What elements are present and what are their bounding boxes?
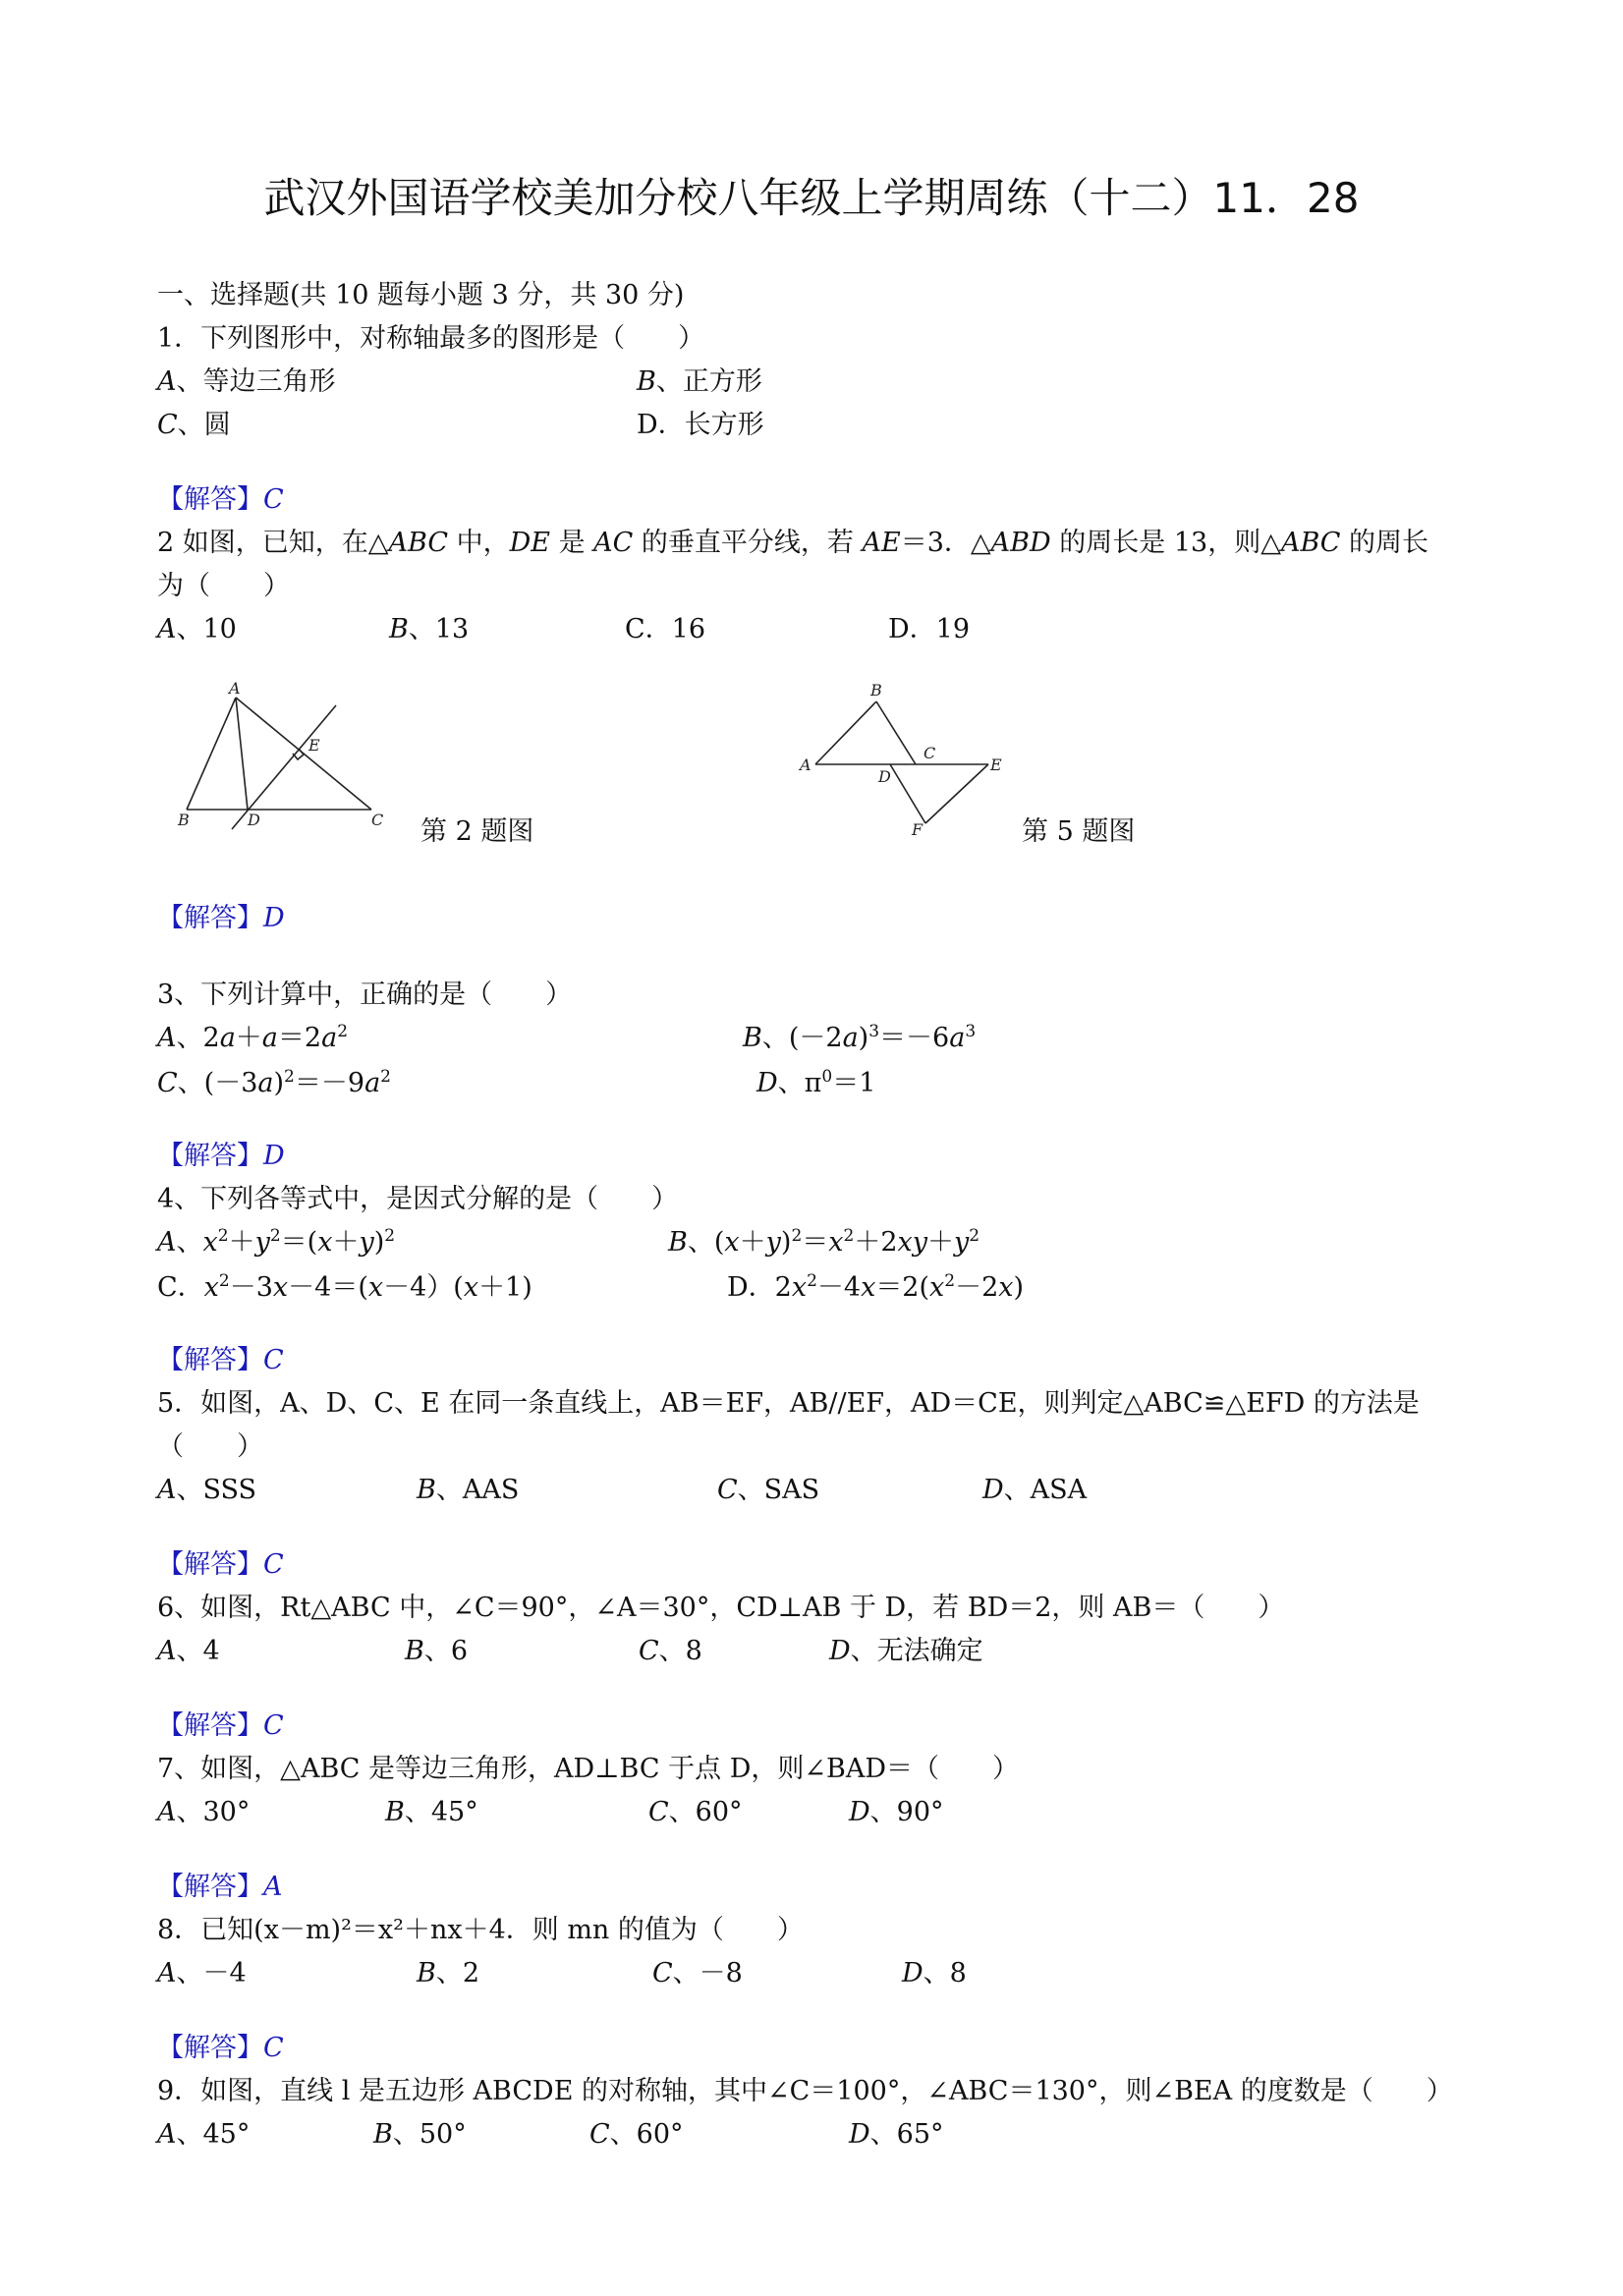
q5-stem-line2: （ ） — [157, 1431, 263, 1462]
q5-stem: 5．如图，A、D、C、E 在同一条直线上，AB＝EF，AB//EF，AD＝CE，则判定△ABC≌△EFD 的方法是 — [157, 1388, 1420, 1419]
q1-stem: 1．下列图形中，对称轴最多的图形是（ ） — [157, 323, 705, 354]
q8-option-b: B、2 — [417, 1958, 480, 1988]
section-heading: 一、选择题(共 10 题每小题 3 分，共 30 分) — [157, 280, 685, 310]
q6-option-c: C、8 — [639, 1636, 702, 1666]
q8-stem: 8．已知(x－m)²＝x²＋nx＋4．则 mn 的值为（ ） — [157, 1915, 804, 1945]
fig5-label-b: B — [870, 681, 882, 700]
q5-option-a: A、SSS — [157, 1475, 257, 1505]
q5-option-d: D、ASA — [982, 1475, 1088, 1505]
q9-option-a: A、45° — [157, 2119, 251, 2150]
fig2-label-b: B — [178, 811, 190, 829]
q5-answer: 【解答】C — [157, 1549, 284, 1580]
q7-option-b: B、45° — [385, 1797, 478, 1827]
figure-q2-caption: 第 2 题图 — [420, 816, 534, 847]
q8-option-a: A、－4 — [157, 1958, 247, 1988]
figure-q5 — [786, 676, 1022, 843]
q3-option-a: A、$2a+a=2a^2$ — [157, 1022, 349, 1053]
fig5-label-a: A — [800, 756, 812, 774]
fig2-label-e: E — [308, 736, 320, 755]
q5-option-b: B、AAS — [417, 1475, 520, 1505]
q3-stem: 3、下列计算中，正确的是（ ） — [157, 980, 573, 1010]
q7-option-a: A、30° — [157, 1797, 251, 1827]
q6-option-a: A、4 — [157, 1636, 220, 1666]
q1-option-b: B、正方形 — [637, 366, 762, 397]
q1-option-a: A、等边三角形 — [157, 366, 336, 397]
q4-option-c: C．$x^2-3x-4=(x-4)(x+1)$ — [157, 1271, 532, 1303]
fig2-label-a: A — [229, 679, 241, 698]
q2-stem-line1: 2 如图，已知，在△ABC 中，DE 是 AC 的垂直平分线，若 AE＝3．△ABD 的周长是 13，则△ABC 的周长 — [157, 528, 1429, 558]
q2-answer: 【解答】D — [157, 903, 285, 933]
q8-option-c: C、－8 — [652, 1958, 743, 1988]
fig5-label-d: D — [878, 767, 891, 786]
q2-stem-line2: 为（ ） — [157, 571, 290, 601]
fig5-label-c: C — [923, 744, 936, 762]
fig2-label-c: C — [371, 811, 384, 829]
q7-option-d: D、90° — [849, 1797, 944, 1827]
q9-option-d: D、65° — [849, 2119, 944, 2150]
q7-option-c: C、60° — [648, 1797, 743, 1827]
q3-option-b: B、$(-2a)^3=-6a^3$ — [743, 1022, 977, 1053]
q5-option-c: C、SAS — [717, 1475, 820, 1505]
fig2-label-d: D — [248, 811, 260, 829]
q2-option-a: A、10 — [157, 614, 237, 644]
fig5-label-e: E — [990, 756, 1002, 774]
q3-option-c: C、$(-3a)^2=-9a^2$ — [157, 1067, 391, 1098]
figure-q2 — [167, 676, 403, 843]
q7-stem: 7、如图，△ABC 是等边三角形，AD⊥BC 于点 D，则∠BAD＝（ ） — [157, 1754, 1019, 1784]
q1-option-c: C、圆 — [157, 410, 231, 440]
q7-answer: 【解答】A — [157, 1872, 283, 1902]
fig5-label-f: F — [912, 820, 923, 839]
q2-option-b: B、13 — [389, 614, 470, 644]
q1-option-d: D．长方形 — [637, 410, 764, 440]
q4-option-a: A、$x^2+y^2=(x+y)^2$ — [157, 1226, 396, 1258]
q8-option-d: D、8 — [902, 1958, 967, 1988]
q8-answer: 【解答】C — [157, 2033, 284, 2063]
q3-option-d: D、$\pi^0=1$ — [756, 1067, 876, 1098]
q4-stem: 4、下列各等式中，是因式分解的是（ ） — [157, 1184, 679, 1214]
q1-answer: 【解答】C — [157, 484, 284, 515]
q6-stem: 6、如图，Rt△ABC 中，∠C＝90°，∠A＝30°，CD⊥AB 于 D，若 BD＝2，则 AB＝（ ） — [157, 1593, 1285, 1623]
q6-option-b: B、6 — [405, 1636, 469, 1666]
q6-answer: 【解答】C — [157, 1710, 284, 1741]
q9-option-b: B、50° — [373, 2119, 467, 2150]
q6-option-d: D、无法确定 — [829, 1636, 983, 1666]
q4-option-b: B、$(x+y)^2=x^2+2xy+y^2$ — [668, 1226, 980, 1258]
q2-option-d: D．19 — [888, 614, 971, 644]
figure-q5-caption: 第 5 题图 — [1022, 816, 1136, 847]
page-title: 武汉外国语学校美加分校八年级上学期周练（十二）11．28 — [263, 174, 1360, 222]
q9-option-c: C、60° — [589, 2119, 684, 2150]
q3-answer: 【解答】D — [157, 1141, 285, 1171]
q4-option-d: D．$2x^2-4x=2(x^2-2x)$ — [727, 1271, 1025, 1303]
q9-stem: 9．如图，直线 l 是五边形 ABCDE 的对称轴，其中∠C＝100°，∠ABC＝130°，则∠BEA 的度数是（ ） — [157, 2076, 1453, 2106]
q4-answer: 【解答】C — [157, 1345, 284, 1375]
q2-option-c: C．16 — [625, 614, 706, 644]
